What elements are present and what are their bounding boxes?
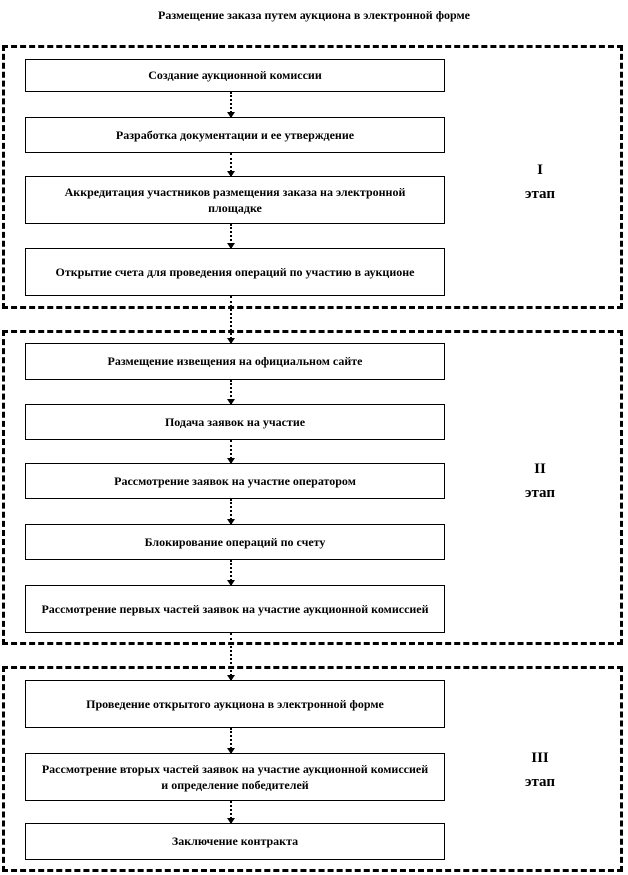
stage-2-step-3: Рассмотрение заявок на участие оператором	[25, 463, 445, 499]
stage-3-word: этап	[525, 774, 555, 790]
flow-arrow	[230, 499, 232, 524]
flow-arrow	[230, 224, 232, 248]
stage-1-step-4: Открытие счета для проведения операций по участию в аукционе	[25, 248, 445, 296]
flow-arrow	[230, 153, 232, 176]
stage-3-step-1: Проведение открытого аукциона в электронной форме	[25, 680, 445, 728]
stage-2-step-2: Подача заявок на участие	[25, 404, 445, 440]
stage-1-step-1: Создание аукционной комиссии	[25, 59, 445, 92]
stage-2-word: этап	[525, 485, 555, 501]
stage-3-label	[515, 746, 565, 794]
stage-3-step-2: Рассмотрение вторых частей заявок на участие аукционной комиссией и определение победителей	[25, 753, 445, 801]
stage-1-step-2: Разработка документации и ее утверждение	[25, 117, 445, 153]
flow-arrow	[230, 440, 232, 463]
flow-arrow	[230, 801, 232, 823]
stage-2-step-5: Рассмотрение первых частей заявок на участие аукционной комиссией	[25, 585, 445, 633]
flow-arrow	[230, 296, 232, 343]
diagram-title: Размещение заказа путем аукциона в электронной форме	[158, 8, 470, 22]
flow-arrow	[230, 633, 232, 680]
stage-2-step-1: Размещение извещения на официальном сайте	[25, 343, 445, 380]
stage-3-step-3: Заключение контракта	[25, 823, 445, 860]
stage-1-label	[515, 158, 565, 206]
flow-arrow	[230, 380, 232, 404]
stage-2-roman: II	[534, 461, 546, 477]
stage-1-step-3: Аккредитация участников размещения заказа на электронной площадке	[25, 176, 445, 224]
flow-arrow	[230, 560, 232, 585]
flow-arrow	[230, 728, 232, 753]
stage-3-roman: III	[531, 750, 549, 766]
flow-arrow	[230, 92, 232, 117]
stage-2-label	[515, 457, 565, 505]
stage-1-roman: I	[537, 162, 543, 178]
stage-1-word: этап	[525, 186, 555, 202]
stage-2-step-4: Блокирование операций по счету	[25, 524, 445, 560]
